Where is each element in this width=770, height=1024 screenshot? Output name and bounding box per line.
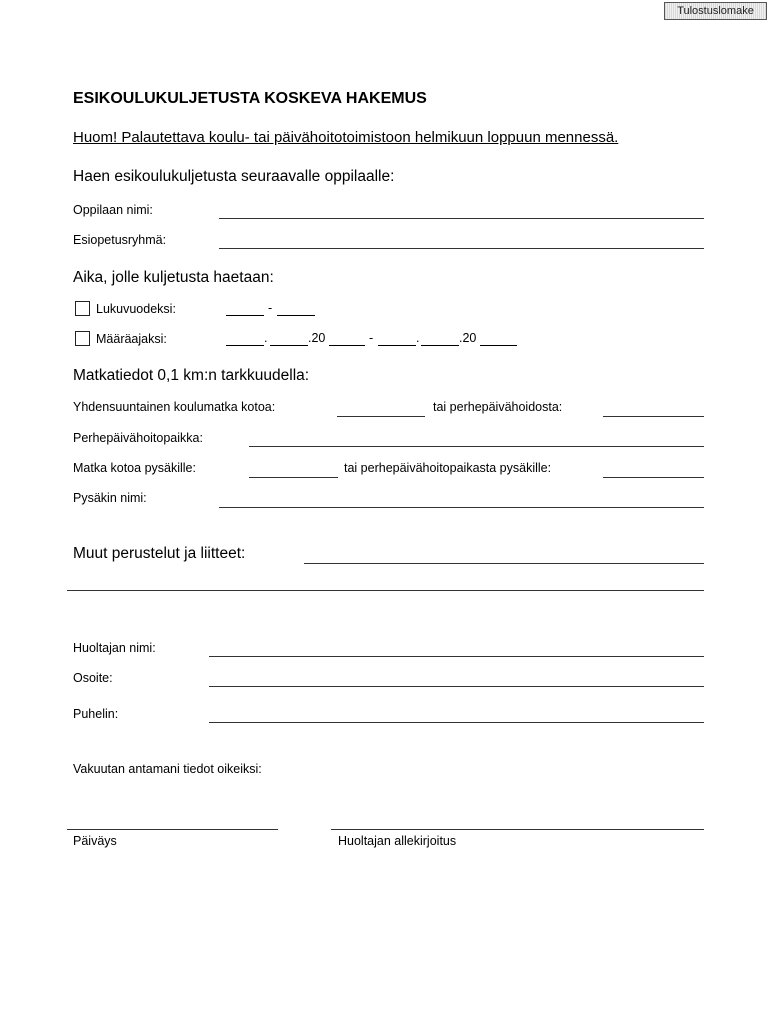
phone-label: Puhelin: [73, 707, 119, 721]
signature-field[interactable] [331, 829, 704, 830]
address-field[interactable] [209, 686, 704, 687]
address-label: Osoite: [73, 671, 113, 685]
fixed-term-separator: - [369, 331, 374, 345]
fixed-term-end-year-field[interactable] [480, 345, 517, 346]
other-reasons-heading: Muut perustelut ja liitteet: [73, 545, 246, 562]
stop-name-label: Pysäkin nimi: [73, 491, 147, 505]
home-to-stop-label: Matka kotoa pysäkille: [73, 461, 196, 475]
fixed-term-end-month-field[interactable] [421, 345, 459, 346]
assurance-text: Vakuutan antamani tiedot oikeiksi: [73, 762, 262, 776]
school-year-label: Lukuvuodeksi: [96, 302, 176, 316]
other-reasons-field[interactable] [304, 563, 704, 564]
fixed-term-year-prefix-1: .20 [308, 331, 326, 345]
daycare-to-stop-field[interactable] [603, 477, 704, 478]
one-way-distance-label: Yhdensuuntainen koulumatka kotoa: [73, 400, 276, 414]
signature-label: Huoltajan allekirjoitus [338, 834, 457, 848]
fixed-term-start-day-field[interactable] [226, 345, 264, 346]
travel-heading: Matkatiedot 0,1 km:n tarkkuudella: [73, 367, 310, 384]
other-reasons-field-line-2[interactable] [67, 590, 704, 591]
fixed-term-start-year-field[interactable] [329, 345, 365, 346]
date-field[interactable] [67, 829, 278, 830]
guardian-name-label: Huoltajan nimi: [73, 641, 156, 655]
daycare-place-label: Perhepäivähoitopaikka: [73, 431, 203, 445]
fixed-term-checkbox[interactable] [75, 331, 90, 346]
fixed-term-dot-1: . [264, 331, 268, 345]
fixed-term-year-prefix-2: .20 [459, 331, 477, 345]
fixed-term-end-day-field[interactable] [378, 345, 416, 346]
school-year-checkbox[interactable] [75, 301, 90, 316]
student-name-label: Oppilaan nimi: [73, 203, 153, 217]
phone-field[interactable] [209, 722, 704, 723]
preschool-group-label: Esiopetusryhmä: [73, 233, 167, 247]
guardian-name-field[interactable] [209, 656, 704, 657]
fixed-term-label: Määräajaksi: [96, 332, 167, 346]
preschool-group-field[interactable] [219, 248, 704, 249]
student-name-field[interactable] [219, 218, 704, 219]
print-form-button[interactable]: Tulostuslomake [664, 2, 767, 20]
daycare-to-stop-label: tai perhepäivähoitopaikasta pysäkille: [344, 461, 552, 475]
form-title: ESIKOULUKULJETUSTA KOSKEVA HAKEMUS [73, 90, 427, 107]
period-heading: Aika, jolle kuljetusta haetaan: [73, 269, 274, 286]
school-year-start-field[interactable] [226, 315, 264, 316]
date-label: Päiväys [73, 834, 117, 848]
one-way-distance-field[interactable] [337, 416, 425, 417]
school-year-end-field[interactable] [277, 315, 315, 316]
return-notice: Huom! Palautettava koulu- tai päivähoitotoimistoon helmikuun loppuun mennessä. [73, 129, 619, 146]
fixed-term-dot-2: . [416, 331, 420, 345]
daycare-distance-field[interactable] [603, 416, 704, 417]
daycare-place-field[interactable] [249, 446, 704, 447]
school-year-separator: - [268, 301, 273, 315]
applicant-heading: Haen esikoulukuljetusta seuraavalle oppilaalle: [73, 168, 395, 185]
stop-name-field[interactable] [219, 507, 704, 508]
or-daycare-distance-label: tai perhepäivähoidosta: [433, 400, 563, 414]
home-to-stop-field[interactable] [249, 477, 338, 478]
fixed-term-start-month-field[interactable] [270, 345, 308, 346]
